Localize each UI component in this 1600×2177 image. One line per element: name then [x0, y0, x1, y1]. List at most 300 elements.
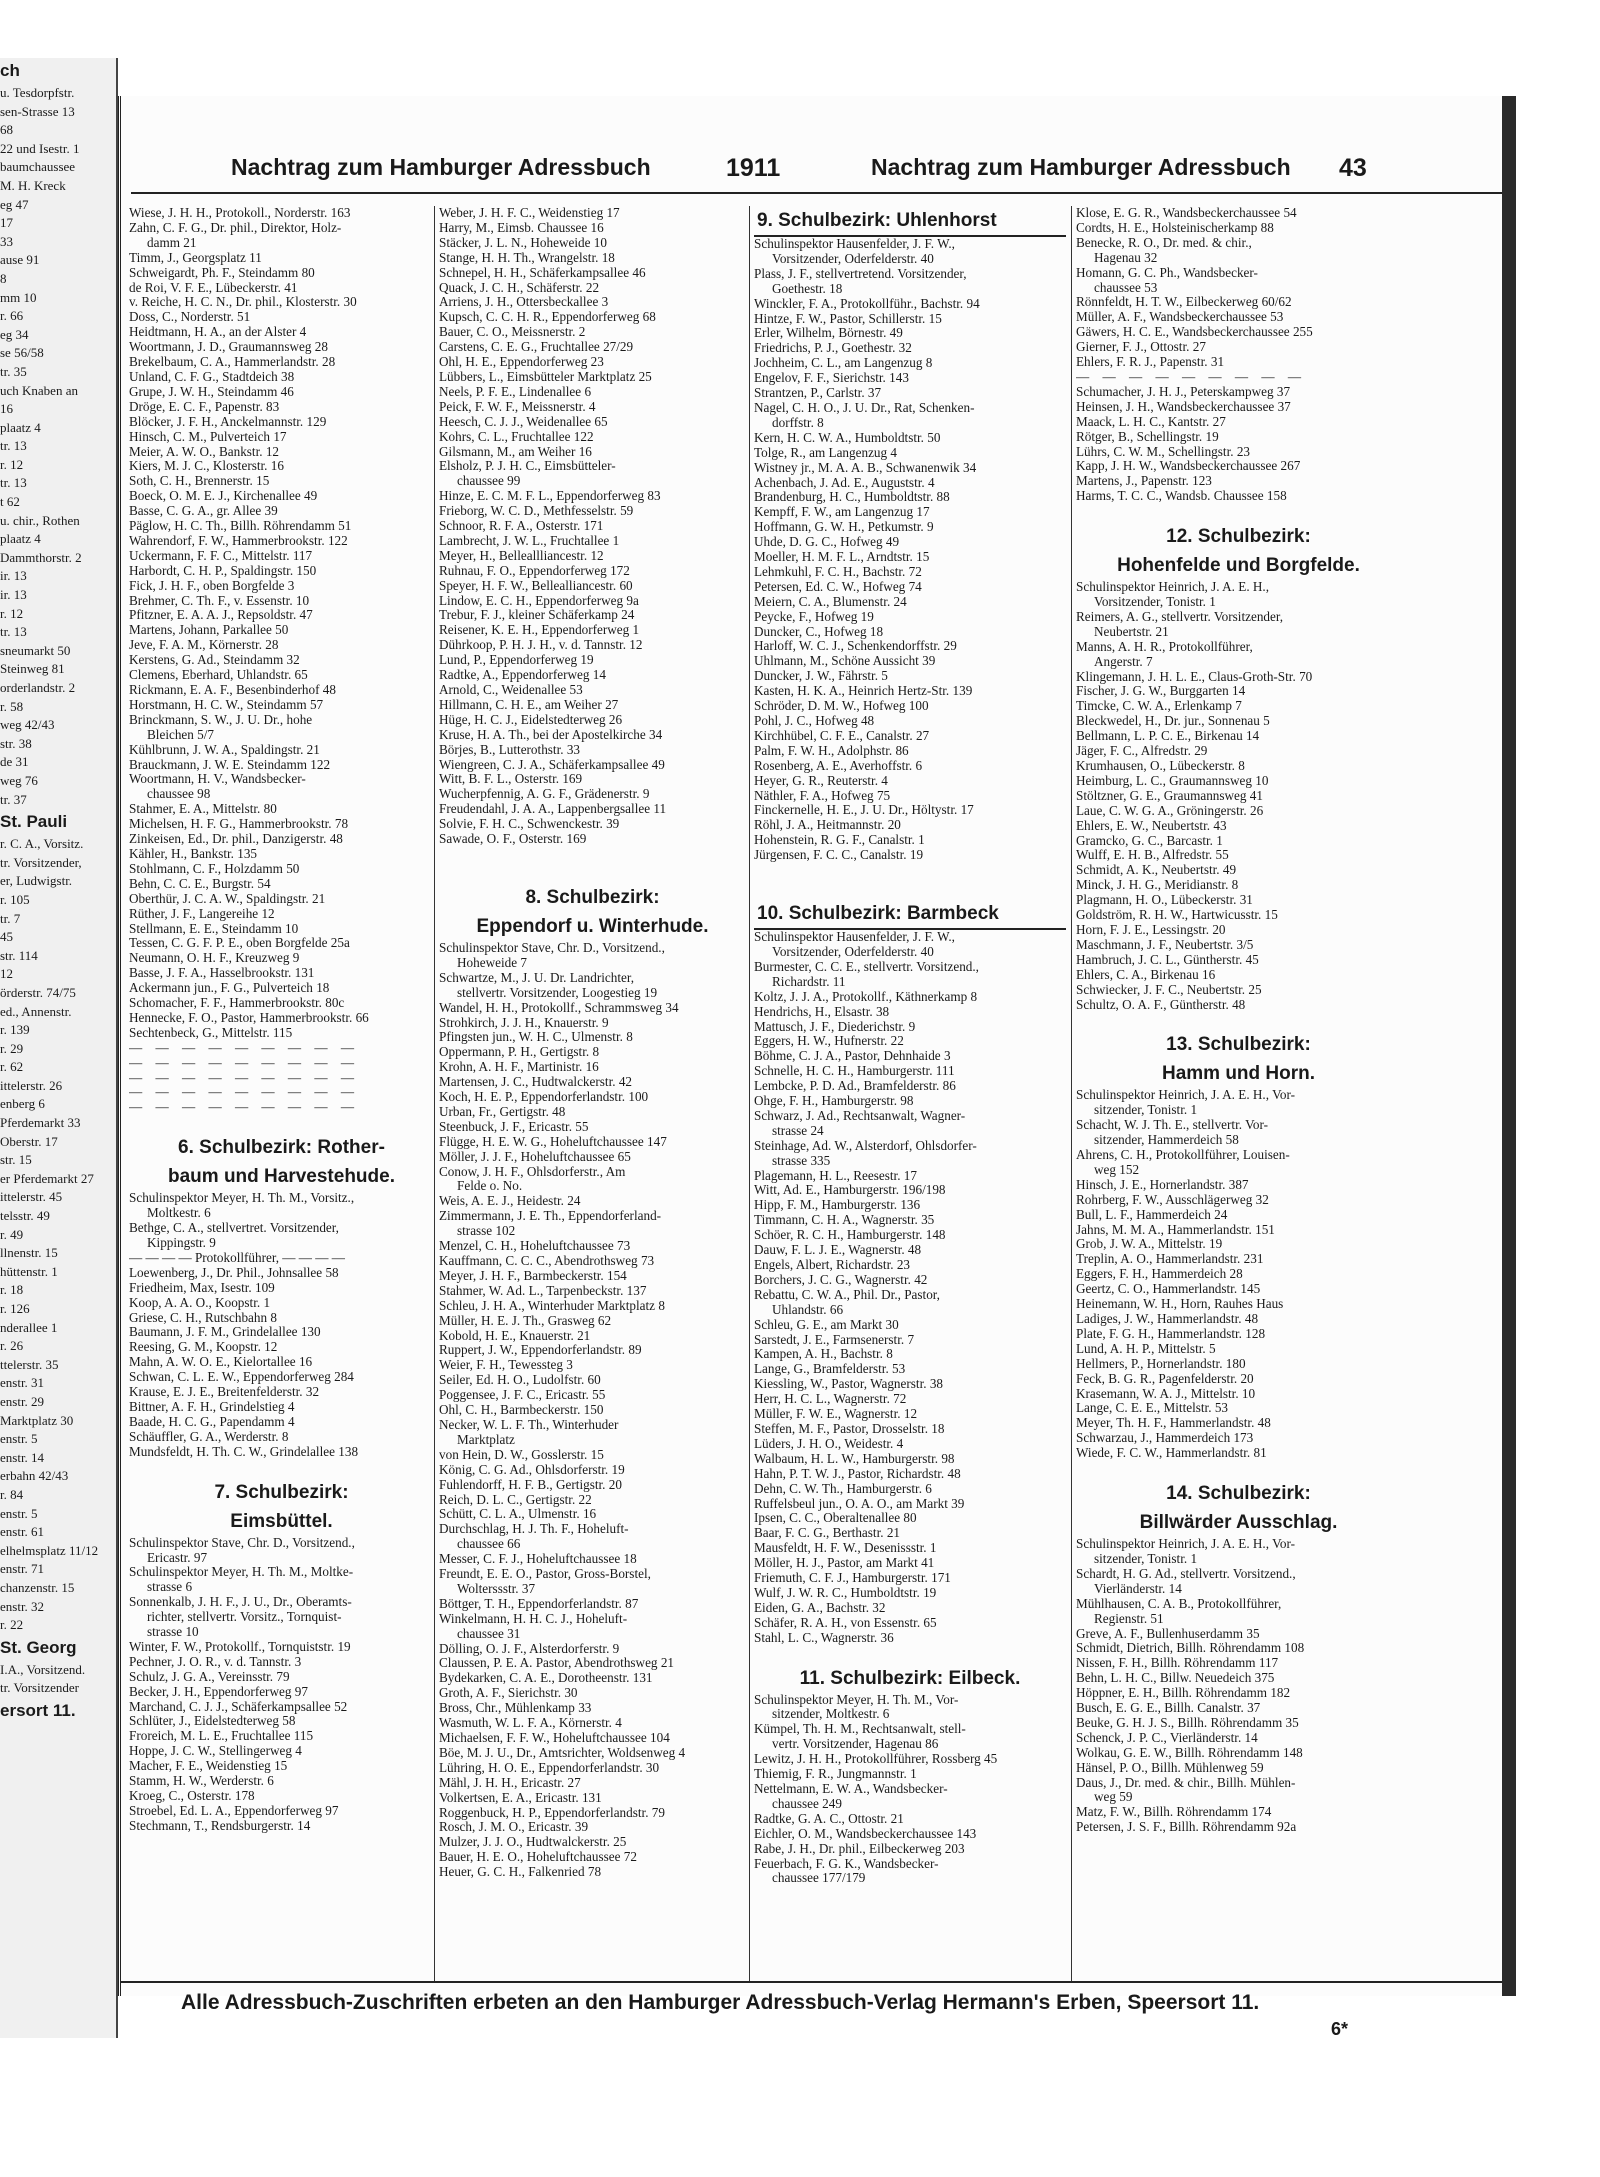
directory-entry: Wistney jr., M. A. A. B., Schwanenwik 34 [754, 460, 977, 475]
running-head-left: Nachtrag zum Hamburger Adressbuch [231, 154, 651, 180]
spacer [1076, 1012, 1401, 1030]
directory-entry: Woortmann, H. V., Wandsbecker- [129, 772, 306, 787]
directory-entry: Meiern, C. A., Blumenstr. 24 [754, 594, 907, 609]
directory-entry: Eichler, O. M., Wandsbeckerchaussee 143 [754, 1826, 977, 1841]
directory-entry: Heuer, G. C. H., Falkenried 78 [439, 1865, 602, 1880]
district-heading: 6. Schulbezirk: Rother- [178, 1137, 385, 1159]
entry-continuation: Hagenau 32 [1094, 250, 1158, 265]
prev-page-line: Steinweg 81 [0, 661, 65, 677]
directory-entry: Rosch, J. M. O., Ericastr. 39 [439, 1820, 589, 1835]
directory-entry: Schulinspektor Stave, Chr. D., Vorsitzend., [439, 940, 665, 955]
directory-entry: Witt, Ad. E., Hamburgerstr. 196/198 [754, 1183, 946, 1198]
directory-entry: Kühlbrunn, J. W. A., Spaldingstr. 21 [129, 742, 320, 757]
directory-entry: Uckermann, F. F. C., Mittelstr. 117 [129, 548, 313, 563]
directory-entry: Hellmers, P., Hornerlandstr. 180 [1076, 1356, 1246, 1371]
directory-entry: Borchers, J. C. G., Wagnerstr. 42 [754, 1272, 928, 1287]
entry-continuation: Hoheweide 7 [457, 955, 527, 970]
directory-entry: Wandel, H. H., Protokollf., Schrammsweg 34 [439, 1000, 679, 1015]
directory-entry: Bross, Chr., Mühlenkamp 33 [439, 1701, 592, 1716]
directory-entry: Harms, T. C. C., Wandsb. Chaussee 158 [1076, 489, 1287, 504]
directory-entry: Schöer, R. C. H., Hamburgerstr. 148 [754, 1228, 946, 1243]
directory-entry: Ohl, H. E., Eppendorferweg 23 [439, 355, 604, 370]
prev-page-line: de 31 [0, 754, 29, 770]
directory-entry: Kapp, J. H. W., Wandsbeckerchaussee 267 [1076, 459, 1301, 474]
directory-entry: Doss, C., Norderstr. 51 [129, 310, 251, 325]
directory-entry: Kasten, H. K. A., Heinrich Hertz-Str. 139 [754, 684, 973, 699]
directory-entry: Klingemann, J. H. L. E., Claus-Groth-Str. 70 [1076, 669, 1313, 684]
directory-entry: Messer, C. F. J., Hoheluftchaussee 18 [439, 1552, 637, 1567]
directory-entry: Schleu, J. H. A., Winterhuder Marktplatz 8 [439, 1298, 665, 1313]
prev-page-line: str. 114 [0, 947, 38, 963]
entry-continuation: Felde o. No. [457, 1179, 523, 1194]
directory-entry: Finckernelle, H. E., J. U. Dr., Höltystr. 17 [754, 803, 974, 818]
prev-page-line: ir. 13 [0, 587, 27, 603]
directory-entry: Ruppert, J. W., Eppendorferlandstr. 89 [439, 1343, 642, 1358]
directory-entry: Kiessling, W., Pastor, Wagnerstr. 38 [754, 1377, 944, 1392]
directory-entry: Schulinspektor Meyer, H. Th. M., Vorsitz., [129, 1191, 355, 1206]
prev-page-line: se 56/58 [0, 345, 44, 361]
directory-entry: Quack, J. C. H., Schäferstr. 22 [439, 280, 600, 295]
prev-page-line: tr. 35 [0, 363, 27, 379]
page-number: 43 [1339, 154, 1367, 182]
header-rule [131, 192, 1503, 194]
directory-entry: Peick, F. W. F., Meissnerstr. 4 [439, 399, 596, 414]
directory-entry: Feck, B. G. R., Pagenfelderstr. 20 [1076, 1371, 1254, 1386]
directory-entry: Plass, J. F., stellvertretend. Vorsitzender, [754, 266, 967, 281]
directory-entry: Ehlers, E. W., Neubertstr. 43 [1076, 818, 1227, 833]
entry-continuation: Marktplatz [457, 1432, 515, 1447]
directory-entry: Strohkirch, J. J. H., Knauerstr. 9 [439, 1015, 609, 1030]
directory-entry: Rönnfeldt, H. T. W., Eilbeckerweg 60/62 [1076, 295, 1292, 310]
directory-entry: Strantzen, P., Carlstr. 37 [754, 386, 882, 401]
prev-page-line: tr. Vorsitzender, [0, 854, 82, 870]
directory-entry: Jochheim, C. L., am Langenzug 8 [754, 356, 933, 371]
prev-page-line: mm 10 [0, 289, 37, 305]
directory-entry: Wiede, F. C. W., Hammerlandstr. 81 [1076, 1446, 1267, 1461]
directory-entry: Jahns, M. M. A., Hammerlandstr. 151 [1076, 1222, 1275, 1237]
signature-mark: 6* [1331, 2019, 1349, 2039]
prev-page-line: r. 139 [0, 1022, 30, 1038]
directory-entry: Stroebel, Ed. L. A., Eppendorferweg 97 [129, 1803, 339, 1818]
directory-entry: Thiemig, F. R., Jungmannstr. 1 [754, 1767, 917, 1782]
directory-entry: Michelsen, H. F. G., Hammerbrookstr. 78 [129, 817, 349, 832]
directory-entry: von Hein, D. W., Gosslerstr. 15 [439, 1447, 604, 1462]
prev-page-line: örderstr. 74/75 [0, 984, 76, 1000]
directory-entry: Homann, G. C. Ph., Wandsbecker- [1076, 265, 1258, 280]
prev-page-line: sen-Strasse 13 [0, 103, 75, 119]
prev-page-line: 16 [0, 401, 13, 417]
directory-entry: Hendrichs, H., Elsastr. 38 [754, 1004, 890, 1019]
spacer [439, 847, 746, 865]
prev-page-line: r. 18 [0, 1282, 24, 1298]
prev-page-line: enstr. 61 [0, 1524, 45, 1540]
directory-entry: Horn, F. J. E., Lessingstr. 20 [1076, 922, 1226, 937]
directory-entry: Steinhage, Ad. W., Alsterdorf, Ohlsdorfer- [754, 1138, 977, 1153]
prev-page-line: enstr. 5 [0, 1431, 38, 1447]
directory-entry: Rickmann, E. A. F., Besenbinderhof 48 [129, 683, 336, 697]
directory-entry: Kauffmann, C. C. C., Abendrothsweg 73 [439, 1254, 655, 1268]
spacer [439, 865, 746, 883]
prev-page-line: tr. 13 [0, 438, 27, 454]
entry-continuation: Wolterssstr. 37 [457, 1581, 536, 1596]
directory-entry: Minck, J. H. G., Meridianstr. 8 [1076, 878, 1239, 893]
prev-page-line: sneumarkt 50 [0, 642, 71, 658]
directory-entry: Müller, F. W. E., Wagnerstr. 12 [754, 1407, 918, 1422]
directory-entry: Dauw, F. L. J. E., Wagnerstr. 48 [754, 1243, 922, 1258]
directory-entry: Flügge, H. E. W. G., Hoheluftchaussee 147 [439, 1134, 667, 1149]
prev-page-line: erbahn 42/43 [0, 1468, 69, 1484]
directory-entry: Kampen, A. H., Bachstr. 8 [754, 1347, 893, 1362]
directory-entry: Petersen, Ed. C. W., Hofweg 74 [754, 579, 922, 594]
directory-entry: Lindow, E. C. H., Eppendorferweg 9a [439, 593, 639, 608]
prev-page-line: 45 [0, 929, 13, 945]
directory-entry: Palm, F. W. H., Adolphstr. 86 [754, 743, 909, 758]
directory-entry: Brauckmann, J. W. E. Steindamm 122 [129, 757, 331, 772]
directory-entry: Solvie, F. H. C., Schwenckestr. 39 [439, 817, 620, 832]
directory-entry: Stahmer, W. Ad. L., Tarpenbeckstr. 137 [439, 1283, 647, 1298]
prev-page-line: llnenstr. 15 [0, 1245, 58, 1261]
directory-entry: Wucherpfennig, A. G. F., Grädenerstr. 9 [439, 787, 650, 802]
directory-entry: Timm, J., Georgsplatz 11 [129, 250, 262, 265]
directory-entry: Meier, A. W. O., Bankstr. 12 [129, 444, 280, 459]
directory-entry: Menzel, C. H., Hoheluftchaussee 73 [439, 1239, 631, 1254]
directory-entry: Greve, A. F., Bullenhuserdamm 35 [1076, 1626, 1260, 1641]
running-head [121, 146, 1505, 190]
directory-entry: Macher, F. E., Weidenstieg 15 [129, 1759, 288, 1774]
prev-page-line: tr. 7 [0, 910, 21, 926]
directory-entry: Schnoor, R. F. A., Osterstr. 171 [439, 519, 604, 534]
district-heading: Eimsbüttel. [230, 1510, 333, 1532]
directory-entry: Nettelmann, E. W. A., Wandsbecker- [754, 1782, 948, 1796]
directory-entry: Dröge, E. C. F., Papenstr. 83 [129, 399, 280, 414]
prev-page-line: enstr. 5 [0, 1505, 38, 1521]
entry-continuation: Angerstr. 7 [1094, 654, 1153, 669]
prev-page-line: 12 [0, 966, 13, 982]
directory-entry: Seiler, Ed. H. O., Ludolfstr. 60 [439, 1373, 601, 1388]
directory-entry: Wiengreen, C. J. A., Schäferkampsallee 49 [439, 757, 665, 772]
directory-entry: Lembcke, P. D. Ad., Bramfelderstr. 86 [754, 1079, 956, 1094]
column-2 [439, 206, 746, 1981]
directory-entry: Schacht, W. J. Th. E., stellvertr. Vor- [1076, 1118, 1269, 1133]
directory-entry: Friemuth, C. F. J., Hamburgerstr. 171 [754, 1571, 951, 1586]
directory-entry: Eiden, G. A., Bachstr. 32 [754, 1600, 886, 1615]
entry-continuation: Vorsitzender, Oderfelderstr. 40 [772, 944, 934, 959]
directory-entry: Uhde, D. G. C., Hofweg 49 [754, 535, 900, 550]
directory-entry: Rohrberg, F. W., Ausschlägerweg 32 [1076, 1192, 1269, 1207]
directory-entry: Becker, J. H., Eppendorferweg 97 [129, 1684, 308, 1699]
directory-entry: Rabe, J. H., Dr. phil., Eilbeckerweg 203 [754, 1841, 965, 1856]
directory-entry: Fischer, J. G. W., Burggarten 14 [1076, 684, 1246, 699]
directory-entry: Mulzer, J. J. O., Hudtwalckerstr. 25 [439, 1835, 627, 1850]
column-divider [1071, 206, 1072, 1981]
directory-entry: Baade, H. C. G., Papendamm 4 [129, 1414, 295, 1429]
district-heading: Hohenfelde und Borgfelde. [1117, 555, 1360, 577]
directory-entry: Groth, A. F., Sierichstr. 30 [439, 1686, 578, 1701]
directory-entry: Hinsch, C. M., Pulverteich 17 [129, 429, 287, 444]
prev-page-line: enstr. 31 [0, 1375, 45, 1391]
directory-entry: Benecke, R. O., Dr. med. & chir., [1076, 235, 1252, 250]
directory-entry: Ohge, F. H., Hamburgerstr. 98 [754, 1094, 914, 1109]
directory-entry: Plagmann, H. O., Lübeckerstr. 31 [1076, 893, 1253, 908]
directory-entry: Rötger, B., Schellingstr. 19 [1076, 429, 1219, 444]
directory-entry: Necker, W. L. F. Th., Winterhuder [439, 1417, 619, 1432]
directory-entry: Lund, P., Eppendorferweg 19 [439, 653, 594, 668]
prev-page-line: weg 76 [0, 772, 38, 788]
entry-continuation: Regienstr. 51 [1094, 1611, 1164, 1626]
prev-page-line: tr. 37 [0, 791, 27, 807]
entry-continuation: chaussee 249 [772, 1796, 842, 1811]
prev-page-line: r. 22 [0, 1617, 24, 1633]
directory-entry: Meyer, Th. H. F., Hammerlandstr. 48 [1076, 1416, 1271, 1431]
directory-entry: Jeve, F. A. M., Körnerstr. 28 [129, 638, 279, 653]
directory-entry: Gilsmann, M., am Weiher 16 [439, 444, 592, 459]
prev-page-line: str. 15 [0, 1152, 32, 1168]
directory-entry: Stahmer, E. A., Mittelstr. 80 [129, 802, 277, 817]
entry-continuation: Vorsitzender, Tonistr. 1 [1094, 595, 1216, 610]
directory-entry: Stechmann, T., Rendsburgerstr. 14 [129, 1818, 311, 1833]
directory-entry: Bleckwedel, H., Dr. jur., Sonnenau 5 [1076, 714, 1270, 729]
prev-page-line: Pferdemarkt 33 [0, 1115, 81, 1131]
directory-entry: Koop, A. A. O., Koopstr. 1 [129, 1295, 271, 1310]
prev-page-line: u. chir., Rothen [0, 512, 80, 528]
directory-entry: Friedheim, Max, Isestr. 109 [129, 1280, 275, 1295]
spacer [129, 1115, 434, 1133]
directory-entry: Trebur, F. J., kleiner Schäferkamp 24 [439, 608, 635, 623]
directory-entry: Carstens, C. E. G., Fruchtallee 27/29 [439, 340, 634, 355]
directory-entry: Fuhlendorff, H. F. B., Gertigstr. 20 [439, 1477, 622, 1492]
prev-page-line: r. 26 [0, 1338, 24, 1354]
entry-continuation: Richardstr. 11 [772, 974, 846, 989]
directory-entry: Witt, B. F. L., Osterstr. 169 [439, 772, 583, 787]
directory-entry: Arnold, C., Weidenallee 53 [439, 683, 583, 697]
directory-entry: Schulinspektor Meyer, H. Th. M., Vor- [754, 1692, 959, 1707]
directory-entry: Heidtmann, H. A., an der Alster 4 [129, 325, 307, 340]
directory-entry: Lambrecht, J. W. L., Fruchtallee 1 [439, 533, 620, 548]
entry-continuation: Ericastr. 97 [147, 1550, 208, 1565]
prev-page-line: hüttenstr. 1 [0, 1263, 58, 1279]
footer-notice [121, 1981, 1505, 2039]
directory-entry: Freundt, E. E. O., Pastor, Gross-Borstel, [439, 1567, 651, 1582]
directory-entry: Ehlers, C. A., Birkenau 16 [1076, 967, 1216, 982]
directory-entry: Schweigardt, Ph. F., Steindamm 80 [129, 265, 315, 280]
prev-page-line: enstr. 14 [0, 1449, 45, 1465]
directory-entry: Schleu, G. E., am Markt 30 [754, 1317, 899, 1332]
entry-continuation: Vorsitzender, Oderfelderstr. 40 [772, 251, 934, 266]
directory-entry: Gäwers, H. C. E., Wandsbeckerchaussee 255 [1076, 325, 1313, 340]
district-heading: Billwärder Ausschlag. [1139, 1512, 1338, 1534]
directory-entry: Hintze, F. W., Pastor, Schillerstr. 15 [754, 311, 942, 326]
spacer [1076, 504, 1401, 522]
directory-entry: Achenbach, J. Ad. E., Auguststr. 4 [754, 475, 935, 490]
footer-text: Alle Adressbuch-Zuschriften erbeten an den Hamburger Adressbuch-Verlag Hermann's Erben, Speersort 11. [181, 1991, 1260, 2014]
directory-entry: Uhlmann, M., Schöne Aussicht 39 [754, 654, 936, 669]
directory-entry: Hohenstein, R. G. F., Canalstr. 1 [754, 833, 925, 848]
directory-entry: Poggensee, J. F. C., Ericastr. 55 [439, 1388, 606, 1403]
directory-entry: Urban, Fr., Gertigstr. 48 [439, 1104, 566, 1119]
directory-entry: Brinckmann, S. W., J. U. Dr., hohe [129, 712, 313, 727]
directory-entry: Oberthür, J. C. A. W., Spaldingstr. 21 [129, 891, 326, 906]
district-heading: Hamm und Horn. [1161, 1063, 1316, 1085]
directory-entry: Klose, E. G. R., Wandsbeckerchaussee 54 [1076, 206, 1297, 220]
directory-entry: Wolkau, G. E. W., Billh. Röhrendamm 148 [1076, 1745, 1303, 1760]
directory-entry: Manns, A. H. R., Protokollführer, [1076, 639, 1253, 654]
district-heading: 12. Schulbezirk: [1166, 526, 1311, 548]
directory-entry: Neels, P. F. E., Lindenallee 6 [439, 384, 592, 399]
directory-entry: Soth, C. H., Brennerstr. 15 [129, 474, 270, 489]
directory-entry: Hambruch, J. C. L., Güntherstr. 45 [1076, 952, 1259, 967]
prev-page-line: r. C. A., Vorsitz. [0, 836, 84, 852]
directory-entry: Bauer, C. O., Meissnerstr. 2 [439, 325, 586, 340]
directory-entry: Eggers, H. W., Hufnerstr. 22 [754, 1034, 904, 1049]
directory-entry: Mausfeldt, H. F. W., Desenissstr. 1 [754, 1541, 937, 1556]
prev-page-line: ittelerstr. 45 [0, 1189, 63, 1205]
directory-entry: Kupsch, C. C. H. R., Eppendorferweg 68 [439, 310, 656, 325]
directory-entry: Schlüter, J., Eidelstedterweg 58 [129, 1714, 296, 1729]
blank-dash-line: — — — — — — — — — [129, 1100, 360, 1115]
prev-page-line: 17 [0, 215, 13, 231]
directory-entry: Meyer, J. H. F., Barmbeckerstr. 154 [439, 1268, 627, 1283]
entry-continuation: Kippingstr. 9 [147, 1236, 216, 1250]
prev-page-line: r. 29 [0, 1040, 24, 1056]
directory-entry: Heinsen, J. H., Wandsbeckerchaussee 37 [1076, 399, 1291, 414]
directory-entry: Stäcker, J. L. N., Hoheweide 10 [439, 235, 607, 250]
directory-entry: Eggers, F. H., Hammerdeich 28 [1076, 1267, 1243, 1282]
entry-continuation: vertr. Vorsitzender, Hagenau 86 [772, 1737, 939, 1752]
directory-entry: Pohl, J. C., Hofweg 48 [754, 714, 875, 728]
directory-entry: Zinkeisen, Ed., Dr. phil., Danzigerstr. 48 [129, 832, 343, 847]
directory-entry: — — — — Protokollführer, — — — — [129, 1250, 345, 1265]
directory-entry: Petersen, J. S. F., Billh. Röhrendamm 92a [1076, 1820, 1297, 1835]
directory-entry: Engelov, F. F., Sierichstr. 143 [754, 371, 909, 386]
directory-entry: Stohlmann, C. F., Holzdamm 50 [129, 861, 300, 876]
prev-page-line: er Pferdemarkt 27 [0, 1170, 94, 1186]
directory-entry: Ruhnau, F. O., Eppendorferweg 172 [439, 563, 630, 578]
prev-page-line: u. Tesdorpfstr. [0, 85, 75, 100]
column-divider [434, 206, 435, 1981]
district-heading: baum und Harvestehude. [168, 1166, 395, 1188]
directory-entry: Clemens, Eberhard, Uhlandstr. 65 [129, 668, 308, 683]
directory-entry: Kern, H. C. W. A., Humboldtstr. 50 [754, 430, 941, 445]
page-edge-shadow [1502, 96, 1516, 1996]
directory-entry: Schenck, J. P. C., Vierländerstr. 14 [1076, 1730, 1258, 1745]
directory-entry: Heinemann, W. H., Horn, Rauhes Haus [1076, 1297, 1284, 1312]
prev-page-line: t 62 [0, 494, 20, 510]
directory-entry: Krasemann, W. A. J., Mittelstr. 10 [1076, 1386, 1256, 1401]
directory-entry: Frieborg, W. C. D., Methfesselstr. 59 [439, 504, 634, 519]
prev-page-line: ersort 11. [0, 1700, 76, 1720]
district-heading: 13. Schulbezirk: [1166, 1034, 1311, 1056]
entry-continuation: chaussee 177/179 [772, 1871, 866, 1886]
directory-entry: Woortmann, J. D., Graumannsweg 28 [129, 340, 328, 355]
directory-entry: Sarstedt, J. E., Farmsenerstr. 7 [754, 1332, 915, 1347]
directory-entry: Schulinspektor Heinrich, J. A. E. H., Vor- [1076, 1537, 1296, 1552]
directory-entry: Radtke, G. A. C., Ottostr. 21 [754, 1811, 904, 1826]
directory-entry: Hinsch, J. E., Hornerlandstr. 387 [1076, 1177, 1249, 1192]
column-4 [1076, 206, 1401, 1981]
directory-entry: Jäger, F. C., Alfredstr. 29 [1076, 744, 1208, 759]
directory-entry: Dehn, C. W. Th., Hamburgerstr. 6 [754, 1481, 932, 1496]
directory-entry: Müller, H. E. J. Th., Grasweg 62 [439, 1313, 612, 1328]
directory-entry: Lehmkuhl, F. C. H., Bachstr. 72 [754, 564, 922, 579]
directory-entry: Harry, M., Eimsb. Chaussee 16 [439, 220, 604, 235]
column-3 [754, 206, 1066, 1981]
directory-entry: Rosenberg, A. E., Averhoffstr. 6 [754, 758, 923, 773]
prev-page-line: plaatz 4 [0, 419, 41, 435]
directory-entry: Hänsel, P. O., Billh. Mühlenweg 59 [1076, 1760, 1264, 1775]
directory-entry: Schäfer, R. A. H., von Essenstr. 65 [754, 1615, 937, 1630]
directory-entry: Schulinspektor Stave, Chr. D., Vorsitzend., [129, 1535, 355, 1550]
directory-entry: Zimmermann, J. E. Th., Eppendorferland- [439, 1209, 662, 1224]
directory-entry: Daus, J., Dr. med. & chir., Billh. Mühlen- [1076, 1775, 1296, 1790]
prev-page-line: r. 126 [0, 1301, 30, 1316]
prev-page-line: r. 49 [0, 1226, 24, 1242]
directory-entry: Boeck, O. M. E. J., Kirchenallee 49 [129, 489, 318, 504]
directory-entry: Stahl, L. C., Wagnerstr. 36 [754, 1630, 894, 1645]
directory-entry: Laue, C. W. G. A., Gröningerstr. 26 [1076, 803, 1264, 818]
blank-dash-line: — — — — — — — — — [129, 1040, 360, 1055]
directory-entry: Heyer, G. R., Reuterstr. 4 [754, 773, 888, 788]
directory-entry: Mattusch, J. F., Diederichstr. 9 [754, 1019, 916, 1034]
directory-entry: Ruffelsbeul jun., O. A. O., am Markt 39 [754, 1496, 965, 1511]
directory-entry: Möller, J. J. F., Hoheluftchaussee 65 [439, 1149, 631, 1164]
entry-continuation: Vierländerstr. 14 [1094, 1581, 1182, 1596]
directory-entry: Brekelbaum, C. A., Hammerlandstr. 28 [129, 355, 336, 370]
directory-entry: Wiese, J. H. H., Protokoll., Norderstr. 163 [129, 206, 351, 220]
prev-page-line: 22 und Isestr. 1 [0, 140, 80, 156]
directory-entry: Geertz, C. O., Hammerlandstr. 145 [1076, 1282, 1261, 1297]
directory-entry: Schmidt, Dietrich, Billh. Röhrendamm 108 [1076, 1641, 1305, 1656]
directory-entry: Lund, A. H. P., Mittelstr. 5 [1076, 1341, 1216, 1356]
directory-entry: Pfitzner, E. A. A. J., Repsoldstr. 47 [129, 608, 313, 623]
directory-entry: Hinze, E. C. M. F. L., Eppendorferweg 83 [439, 489, 661, 504]
directory-entry: Martens, J., Papenstr. 123 [1076, 474, 1212, 489]
directory-entry: Bittner, A. F. H., Grindelstieg 4 [129, 1399, 295, 1414]
directory-entry: Claussen, P. E. A. Pastor, Abendrothsweg 21 [439, 1656, 675, 1671]
prev-page-line: ause 91 [0, 252, 40, 268]
directory-entry: Krohn, A. H. F., Martinistr. 16 [439, 1060, 599, 1075]
directory-entry: Päglow, H. C. Th., Billh. Röhrendamm 51 [129, 519, 352, 534]
entry-continuation: weg 152 [1094, 1162, 1140, 1177]
directory-entry: Duncker, J. W., Fährstr. 5 [754, 669, 888, 684]
directory-entry: Timcke, C. W. A., Erlenkamp 7 [1076, 699, 1242, 714]
directory-entry: Kähler, H., Bankstr. 135 [129, 846, 258, 861]
directory-entry: Stamm, H. W., Werderstr. 6 [129, 1774, 274, 1789]
directory-entry: Kiers, M. J. C., Klosterstr. 16 [129, 459, 284, 474]
prev-page-line: M. H. Kreck [0, 177, 66, 193]
directory-entry: Martensen, J. C., Hudtwalckerstr. 42 [439, 1075, 633, 1090]
directory-entry: Weber, J. H. F. C., Weidenstieg 17 [439, 206, 620, 220]
entry-continuation: strasse 102 [457, 1224, 516, 1239]
prev-page-line: weg 42/43 [0, 717, 55, 733]
directory-entry: Duncker, C., Hofweg 18 [754, 624, 884, 639]
entry-continuation: Moltkestr. 6 [147, 1206, 211, 1221]
entry-continuation: dorffstr. 8 [772, 415, 824, 430]
prev-page-line: enstr. 29 [0, 1393, 45, 1409]
directory-entry: Oppermann, P. H., Gertigstr. 8 [439, 1045, 600, 1060]
directory-entry: Lübbers, L., Eimsbütteler Marktplatz 25 [439, 369, 652, 384]
directory-entry: Brandenburg, H. C., Humboldtstr. 88 [754, 490, 950, 505]
district-heading: 14. Schulbezirk: [1166, 1483, 1311, 1505]
directory-entry: Heimburg, L. C., Graumannsweg 10 [1076, 773, 1269, 788]
directory-entry: Harbordt, C. H. P., Spaldingstr. 150 [129, 563, 317, 578]
prev-page-line: ttelerstr. 35 [0, 1356, 59, 1372]
directory-entry: Näthler, F. A., Hofweg 75 [754, 788, 891, 803]
prev-page-line: 33 [0, 233, 13, 249]
directory-entry: Martens, Johann, Parkallee 50 [129, 623, 289, 638]
entry-continuation: sitzender, Tonistr. 1 [1094, 1103, 1198, 1118]
directory-entry: Bellmann, L. P. C. E., Birkenau 14 [1076, 729, 1260, 744]
prev-page-line: r. 12 [0, 456, 24, 472]
